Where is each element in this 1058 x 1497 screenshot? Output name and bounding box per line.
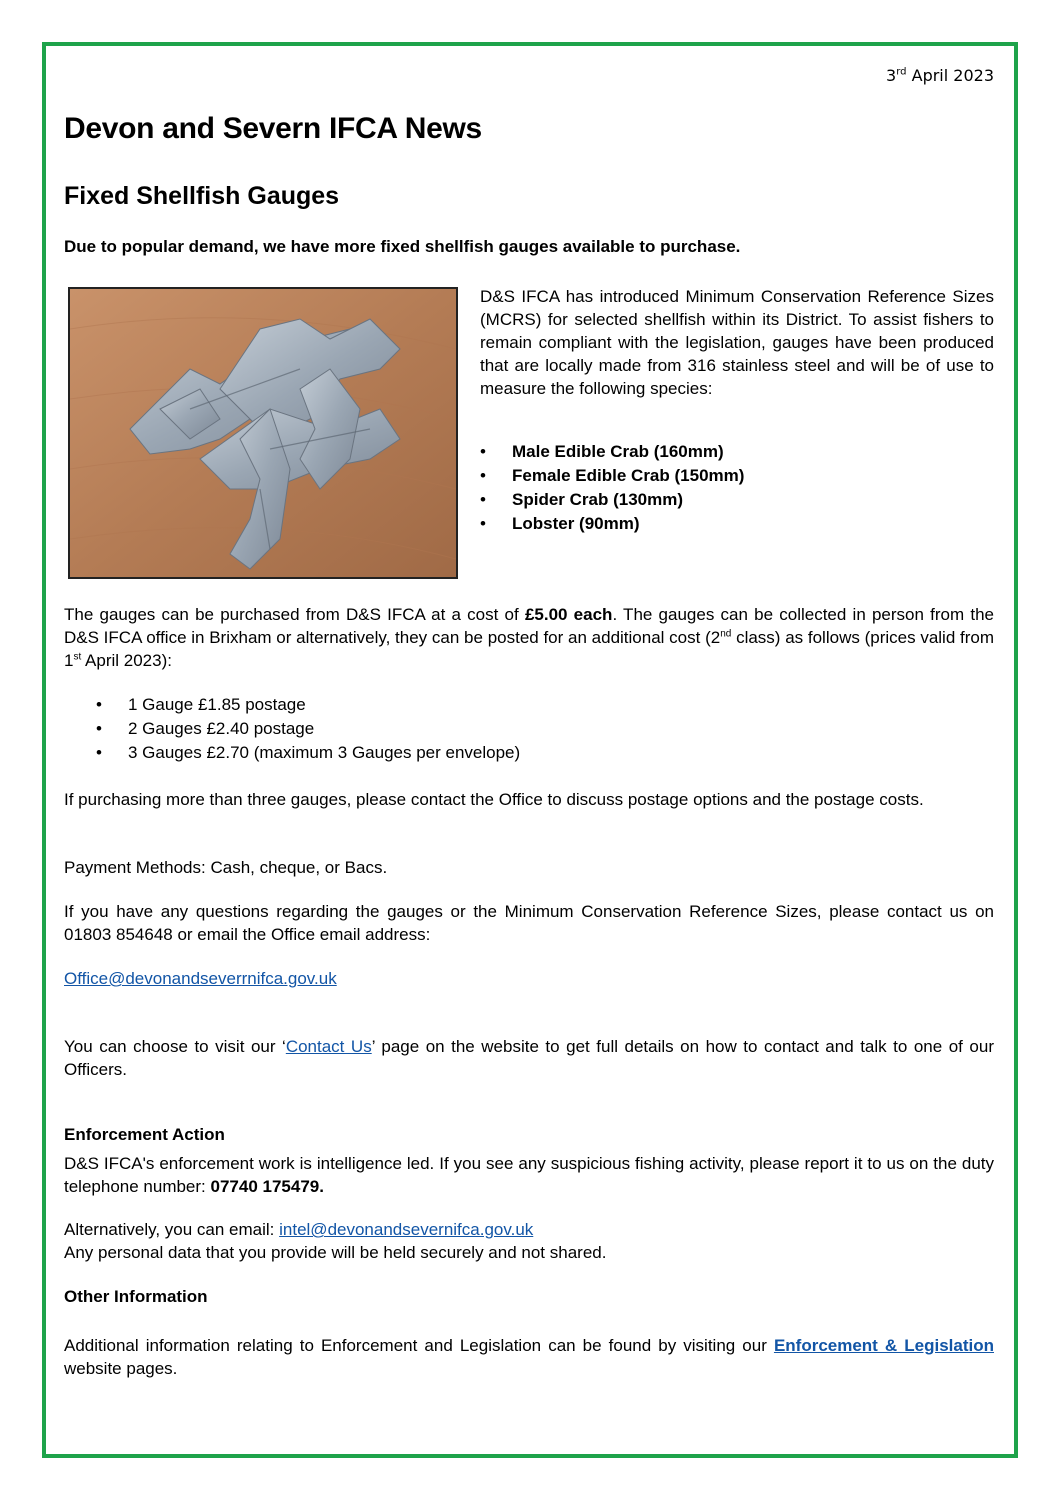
date: 3rd April 2023 xyxy=(886,66,994,85)
alternative-email-paragraph: Alternatively, you can email: intel@devonandsevernifca.gov.uk Any personal data that you provide will be held securely and not shared. xyxy=(64,1220,607,1262)
office-email-line xyxy=(64,967,994,990)
questions-paragraph: If you have any questions regarding the gauges or the Minimum Conservation Reference Sizes, please contact us on 01803 854648 or email the Office email address: xyxy=(64,902,994,944)
section-title: Fixed Shellfish Gauges xyxy=(64,182,340,210)
contact-us-link[interactable]: Contact Us xyxy=(285,1037,372,1056)
list-item: • Male Edible Crab (160mm) xyxy=(480,440,744,464)
office-email-link[interactable]: Office@devonandseverrnifca.gov.uk xyxy=(64,969,337,988)
payment-methods: Payment Methods: Cash, cheque, or Bacs. xyxy=(64,858,388,877)
species-list xyxy=(480,440,744,536)
list-item: • Lobster (90mm) xyxy=(480,512,744,536)
list-item: • 2 Gauges £2.40 postage xyxy=(96,717,520,741)
postage-list xyxy=(96,693,520,765)
list-item: • Female Edible Crab (150mm) xyxy=(480,464,744,488)
enforcement-heading: Enforcement Action xyxy=(64,1125,225,1144)
intel-email-link[interactable]: intel@devonandsevernifca.gov.uk xyxy=(279,1220,534,1239)
purchase-paragraph: The gauges can be purchased from D&S IFCA at a cost of £5.00 each. The gauges can be collected in person from the D&S IFCA office in Brixham or alternatively, they can be posted for an additional cost (2nd class) as follows (prices valid from 1st April 2023): xyxy=(64,605,995,670)
list-item: • 3 Gauges £2.70 (maximum 3 Gauges per envelope) xyxy=(96,741,520,765)
list-item: • Spider Crab (130mm) xyxy=(480,488,744,512)
other-information-paragraph: Additional information relating to Enforcement and Legislation can be found by visiting our Enforcement & Legislation website pages. xyxy=(64,1336,994,1378)
contact-us-paragraph: You can choose to visit our ‘Contact Us’ page on the website to get full details on how to contact and talk to one of our Officers. xyxy=(64,1037,994,1079)
intro-paragraph: D&S IFCA has introduced Minimum Conservation Reference Sizes (MCRS) for selected shellfish within its District. To assist fishers to remain compliant with the legislation, gauges have been produced that are locally made from 316 stainless steel and will be of use to measure the following species: xyxy=(480,287,994,398)
other-information-heading: Other Information xyxy=(64,1287,208,1306)
intro-bold: Due to popular demand, we have more fixed shellfish gauges available to purchase. xyxy=(64,237,741,256)
list-item: • 1 Gauge £1.85 postage xyxy=(96,693,520,717)
enforcement-paragraph: D&S IFCA's enforcement work is intelligence led. If you see any suspicious fishing activity, please report it to us on the duty telephone number: 07740 175479. xyxy=(64,1154,994,1196)
gauges-photo xyxy=(68,287,458,579)
more-than-three-paragraph: If purchasing more than three gauges, please contact the Office to discuss postage options and the postage costs. xyxy=(64,790,924,809)
page-title: Devon and Severn IFCA News xyxy=(64,112,482,145)
enforcement-legislation-link[interactable]: Enforcement & Legislation xyxy=(773,1336,994,1355)
